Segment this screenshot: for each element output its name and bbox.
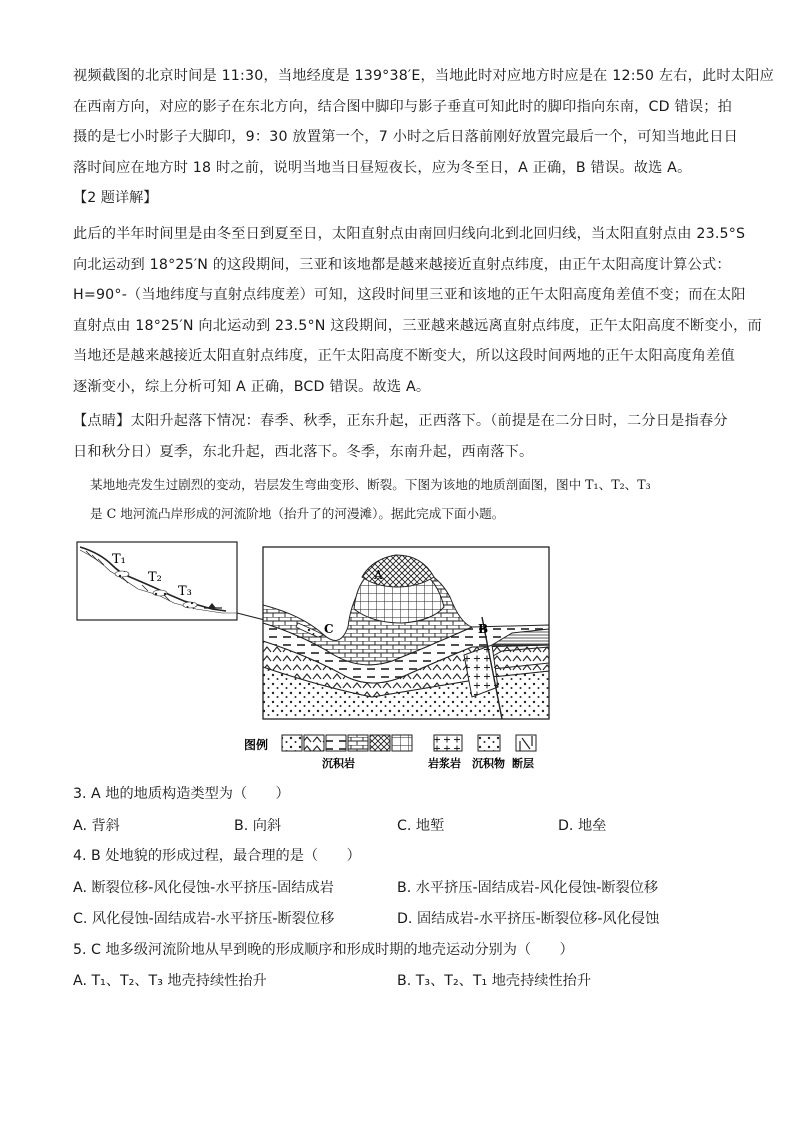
text-line: 摄的是七小时影子大脚印，9：30 放置第一个，7 小时之后日落前刚好放置完最后一个，可知当地此日日 (73, 129, 738, 145)
label-t3: T₃ (178, 584, 192, 599)
text-line: 是 C 地河流凸岸形成的河流阶地（抬升了的河漫滩）。据此完成下面小题。 (90, 506, 505, 521)
section-diagram (72, 537, 572, 777)
legend-igneous-swatch (434, 735, 462, 751)
question-4-option-d[interactable]: D. 固结成岩-水平挤压-断裂位移-风化侵蚀 (397, 911, 660, 927)
text-line: 当地还是越来越接近太阳直射点纬度，正午太阳高度不断变大，所以这段时间两地的正午太阳高度角差值 (73, 348, 735, 364)
text-line: 逐渐变小，综上分析可知 A 正确，BCD 错误。故选 A。 (73, 378, 431, 395)
question-stem (90, 470, 730, 528)
label-c: C (324, 622, 334, 636)
main-section (263, 547, 549, 719)
label-b: B (478, 622, 489, 636)
question-4-stem: 4. B 处地貌的形成过程，最合理的是（ ） (73, 848, 361, 864)
text-line: 视频截图的北京时间是 11:30，当地经度是 139°38′E，当地此时对应地方时应是在 12:50 左右，此时太阳应 (73, 68, 774, 84)
text-line: H=90°-（当地纬度与直射点纬度差）可知，这段时间里三亚和该地的正午太阳高度角差值不变；而在太阳 (73, 287, 746, 303)
question-5-option-b[interactable]: B. T₃、T₂、T₁ 地壳持续性抬升 (397, 973, 592, 989)
question-3-option-a[interactable]: A. 背斜 (73, 818, 120, 834)
geological-section-figure (72, 537, 572, 777)
text-line: 直射点由 18°25′N 向北运动到 23.5°N 这段期间，三亚越来越远离直射点纬度，正午太阳高度不断变小，而 (73, 317, 762, 334)
explanation-1 (73, 61, 774, 183)
label-a: A (374, 568, 383, 582)
legend (244, 735, 536, 770)
question-3-option-b[interactable]: B. 向斜 (234, 818, 282, 834)
text-line: 向北运动到 18°25′N 的这段期间，三亚和该地都是越来越接近直射点纬度，由正午太阳高度计算公式： (73, 256, 731, 273)
legend-sediment-label: 沉积物 (472, 757, 505, 770)
question-3-option-d[interactable]: D. 地垒 (558, 818, 607, 834)
legend-sedimentary-label: 沉积岩 (322, 757, 355, 770)
text-line: 【点睛】太阳升起落下情况：春季、秋季，正东升起，正西落下。（前提是在二分日时，二分日是指春分 (73, 413, 728, 429)
question-3-stem: 3. A 地的地质构造类型为（ ） (73, 786, 290, 802)
legend-sediment-swatch (478, 735, 500, 751)
legend-igneous-label: 岩浆岩 (428, 757, 461, 770)
section-heading-2: 【2 题详解】 (73, 190, 158, 206)
label-t2: T₂ (148, 570, 162, 585)
explanation-2 (73, 219, 762, 402)
question-3-option-c[interactable]: C. 地堑 (397, 818, 445, 834)
legend-fault-label: 断层 (512, 757, 534, 770)
text-line: 日和秋分日）夏季，东北升起，西北落下。冬季，东南升起，西南落下。 (73, 443, 534, 460)
text-line: 落时间应在地方时 18 时之前，说明当地当日昼短夜长，应为冬至日，A 正确，B 错误。故选 A。 (73, 159, 692, 176)
tip-note (73, 406, 728, 467)
question-5-option-a[interactable]: A. T₁、T₂、T₃ 地壳持续性抬升 (73, 973, 267, 989)
question-5-stem: 5. C 地多级河流阶地从早到晚的形成顺序和形成时期的地壳运动分别为（ ） (73, 942, 574, 958)
legend-title: 图例 (244, 738, 269, 752)
label-t1: T₁ (112, 552, 126, 567)
question-4-option-c[interactable]: C. 风化侵蚀-固结成岩-水平挤压-断裂位移 (73, 911, 335, 927)
legend-fault-swatch (516, 735, 536, 751)
text-line: 某地地壳发生过剧烈的变动，岩层发生弯曲变形、断裂。下图为该地的地质剖面图，图中 T₁、T₂、T₃ (90, 477, 651, 492)
text-line: 此后的半年时间里是由冬至日到夏至日，太阳直射点由南回归线向北到北回归线，当太阳直射点由 23.5°S (73, 226, 746, 242)
text-line: 在西南方向，对应的影子在东北方向，结合图中脚印与影子垂直可知此时的脚印指向东南，CD 错误；拍 (73, 98, 732, 115)
question-4-option-a[interactable]: A. 断裂位移-风化侵蚀-水平挤压-固结成岩 (73, 880, 334, 896)
terrace-inset (77, 542, 237, 620)
legend-sedimentary-swatches (282, 735, 412, 751)
question-4-option-b[interactable]: B. 水平挤压-固结成岩-风化侵蚀-断裂位移 (397, 880, 659, 896)
